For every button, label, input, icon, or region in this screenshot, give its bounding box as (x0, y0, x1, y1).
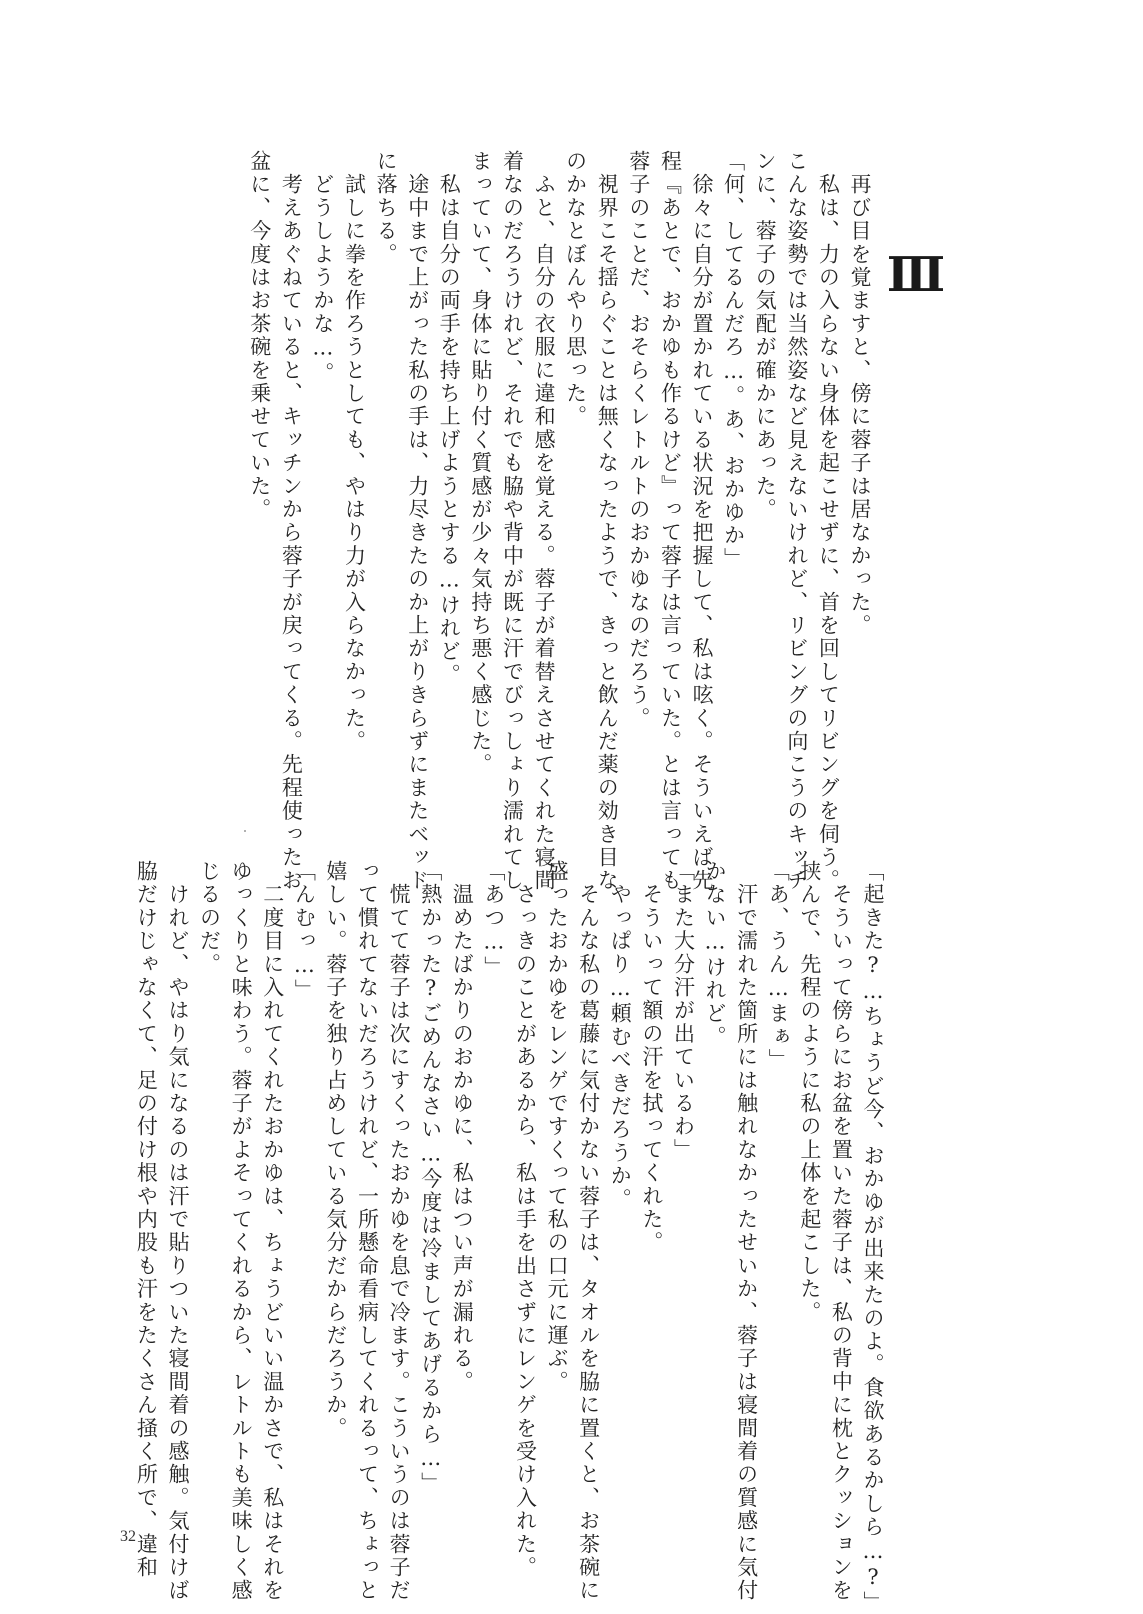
text-block-top (247, 150, 875, 893)
text-line: やっぱり…頼むべきだろうか。 (608, 860, 633, 1211)
text-line: 二度目に入れてくれたおかゆは、ちょうどいい温かさで、私はそれを (260, 860, 285, 1603)
chapter-heading: Ⅲ (886, 249, 944, 302)
text-line: そういって額の汗を拭ってくれた。 (639, 860, 664, 1255)
text-line: 「あつ…」 (481, 860, 506, 979)
text-line: 嬉しい。蓉子を独り占めしている気分だからだろうか。 (323, 860, 348, 1440)
text-line: のかなとぼんやり思った。 (563, 150, 588, 429)
text-line: 私は自分の両手を持ち上げようとする…けれど。 (437, 150, 462, 687)
text-line: 汗で濡れた箇所には触れなかったせいか、蓉子は寝間着の質感に気付 (734, 860, 759, 1603)
scan-speck (244, 830, 246, 832)
text-line: に落ちる。 (374, 150, 399, 266)
text-line: 温めたばかりのおかゆに、私はつい声が漏れる。 (450, 860, 475, 1394)
text-line: ふと、自分の衣服に違和感を覚える。蓉子が着替えさせてくれた寝間 (532, 150, 557, 893)
text-line: 脇だけじゃなくて、足の付け根や内股も汗をたくさん掻く所で、違和 (134, 860, 159, 1580)
text-line: ゆっくりと味わう。蓉子がよそってくれるから、レトルトも美味しく感 (229, 860, 254, 1603)
text-line: 「何、してるんだろ…。あ、おかゆか」 (721, 150, 746, 571)
text-line: さっきのことがあるから、私は手を出さずにレンゲを受け入れた。 (513, 860, 538, 1580)
text-line: 私は、力の入らない身体を起こせずに、首を回してリビングを伺う。 (816, 150, 841, 893)
text-line: そんな私の葛藤に気付かない蓉子は、タオルを脇に置くと、お茶碗に (576, 860, 601, 1603)
text-line: まっていて、身体に貼り付く質感が少々気持ち悪く感じた。 (468, 150, 493, 777)
text-line: 試しに拳を作ろうとしても、やはり力が入らなかった。 (342, 150, 367, 754)
text-line: 「熱かった?ごめんなさい…今度は冷ましてあげるから…」 (418, 860, 443, 1496)
text-line: 「あ、うん…まぁ」 (766, 860, 791, 1072)
text-line: 視界こそ揺らぐことは無くなったようで、きっと飲んだ薬の効き目な (595, 150, 620, 893)
text-line: 盛ったおかゆをレンゲですくって私の口元に運ぶ。 (545, 860, 570, 1394)
text-line: かない…けれど。 (703, 860, 728, 1049)
text-line: そういって傍らにお盆を置いた蓉子は、私の背中に枕とクッションを (829, 860, 854, 1603)
text-line: 考えあぐねていると、キッチンから蓉子が戻ってくる。先程使ったお (279, 150, 304, 893)
text-line: 着なのだろうけれど、それでも脇や背中が既に汗でびっしょり濡れてし (500, 150, 525, 893)
text-line: けれど、やはり気になるのは汗で貼りついた寝間着の感触。気付けば (165, 860, 190, 1603)
text-line: 「んむっ…」 (292, 860, 317, 1003)
text-line: 挟んで、先程のように私の上体を起こした。 (797, 860, 822, 1324)
text-line: どうしようかな…。 (310, 150, 335, 385)
text-line: こんな姿勢では当然姿など見えないけれど、リビングの向こうのキッチ (784, 150, 809, 893)
text-line: じるのだ。 (197, 860, 222, 976)
text-line: 慌てて蓉子は次にすくったおかゆを息で冷ます。こういうのは蓉子だ (387, 860, 412, 1603)
text-line: 「また大分汗が出ているわ」 (671, 860, 696, 1162)
text-line: 再び目を覚ますと、傍に蓉子は居なかった。 (848, 150, 872, 638)
text-line: って慣れてないだろうけれど、一所懸命看病してくれるって、ちょっと (355, 860, 380, 1603)
text-line: 徐々に自分が置かれている状況を把握して、私は呟く。そういえば先 (690, 150, 715, 893)
text-line: 程『あとで、おかゆも作るけど』って蓉子は言っていた。とは言っても (658, 150, 683, 893)
page-number: 32 (120, 1528, 136, 1545)
text-line: 蓉子のことだ、おそらくレトルトのおかゆなのだろう。 (626, 150, 651, 730)
text-line: 途中まで上がった私の手は、力尽きたのか上がりきらずにまたベッド (405, 150, 430, 893)
text-line: 「起きた?…ちょうど今、おかゆが出来たのよ。食欲あるかしら…?」 (861, 860, 885, 1614)
text-line: ンに、蓉子の気配が確かにあった。 (753, 150, 778, 522)
text-line: 盆に、今度はお茶碗を乗せていた。 (247, 150, 272, 522)
